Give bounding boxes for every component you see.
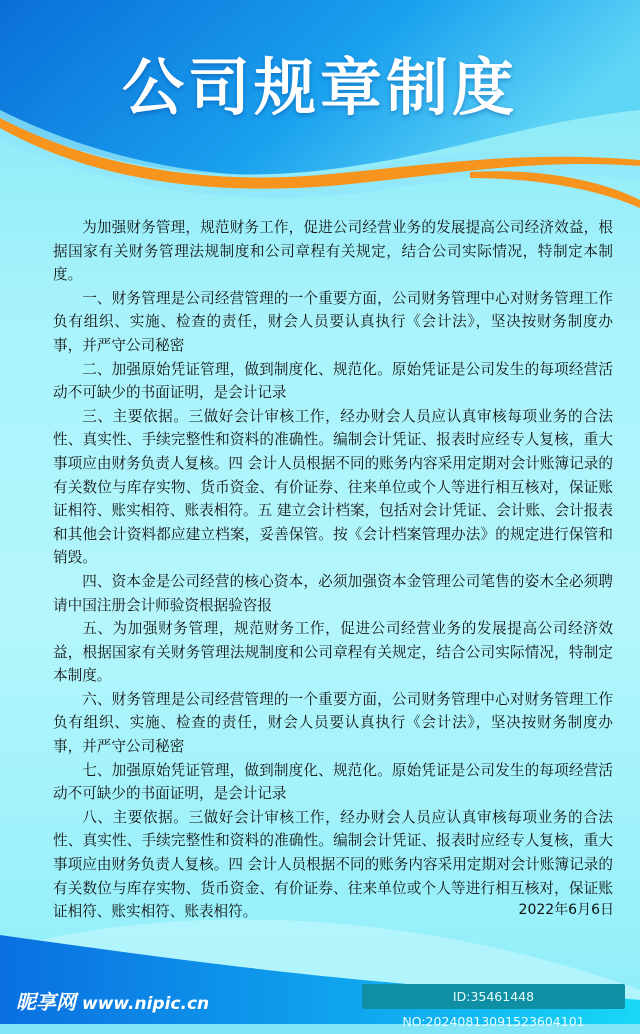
paragraph: 一、财务管理是公司经营管理的一个重要方面，公司财务管理中心对财务管理工作负有组织、实施、检查的责任，财会人员要认真执行《会计法》，坚决按财务制度办事，并严守公司秘密 — [53, 289, 613, 354]
paragraph: 四、资本金是公司经营的核心资本，必须加强资本金管理公司笔售的姿木全必须聘请中国注册会计师验资根据验咨报 — [53, 572, 613, 614]
watermark-url: www.nipic.cn — [82, 994, 210, 1014]
regulation-body — [53, 216, 613, 924]
paragraph: 为加强财务管理，规范财务工作，促进公司经营业务的发展提高公司经济效益，根据国家有关财务管理法规制度和公司章程有关规定，结合公司实际情况，特制定本制度。 — [53, 219, 613, 284]
paragraph: 六、财务管理是公司经营管理的一个重要方面，公司财务管理中心对财务管理工作负有组织、实施、检查的责任，财会人员要认真执行《会计法》，坚决按财务制度办事，并严守公司秘密 — [53, 690, 613, 756]
watermark-id: ID:35461448 NO:20240813091523604101 — [362, 984, 625, 1009]
paragraph: 八、主要依据。三做好会计审核工作，经办财会人员应认真审核每项业务的合法性、真实性、手续完整性和资料的准确性。编制会计凭证、报表时应经专人复核，重大事项应由财务负责人复核。四 会计人员根据不同的账务内容采用定期对会计账簿记录的有关数位与库存实物、货币资金、有价证券、往来单位或个人等进行相互核对，保证账证相符、账实相符、账表相符。 — [53, 808, 613, 921]
page-title: 公司规章制度 — [121, 51, 518, 124]
paragraph: 二、加强原始凭证管理，做到制度化、规范化。原始凭证是公司发生的每项经营活动不可缺少的书面证明，是会计记录 — [53, 360, 613, 402]
paragraph: 三、主要依据。三做好会计审核工作，经办财会人员应认真审核每项业务的合法性、真实性、手续完整性和资料的准确性。编制会计凭证、报表时应经专人复核，重大事项应由财务负责人复核。四 会计人员根据不同的账务内容采用定期对会计账簿记录的有关数位与库存实物、货币资金、有价证券、往来单位或个人等进行相互核对，保证账证相符、账实相符、账表相符。五 建立会计档案，包括对会计凭证、会计账、会计报表和其他会计资料都应建立档案，妥善保管。按《会计档案管理办法》的规定进行保管和销毁。 — [53, 407, 613, 567]
watermark-logo-text: 昵享网 — [16, 990, 76, 1014]
watermark-logo — [16, 986, 209, 1015]
paragraph: 五、为加强财务管理，规范财务工作，促进公司经营业务的发展提高公司经济效益，根据国家有关财务管理法规制度和公司章程有关规定，结合公司实际情况，特制定本制度。 — [53, 620, 613, 685]
paragraph: 七、加强原始凭证管理，做到制度化、规范化。原始凭证是公司发生的每项经营活动不可缺少的书面证明，是会计记录 — [53, 761, 613, 803]
date: 2022年6月6日 — [518, 902, 614, 918]
